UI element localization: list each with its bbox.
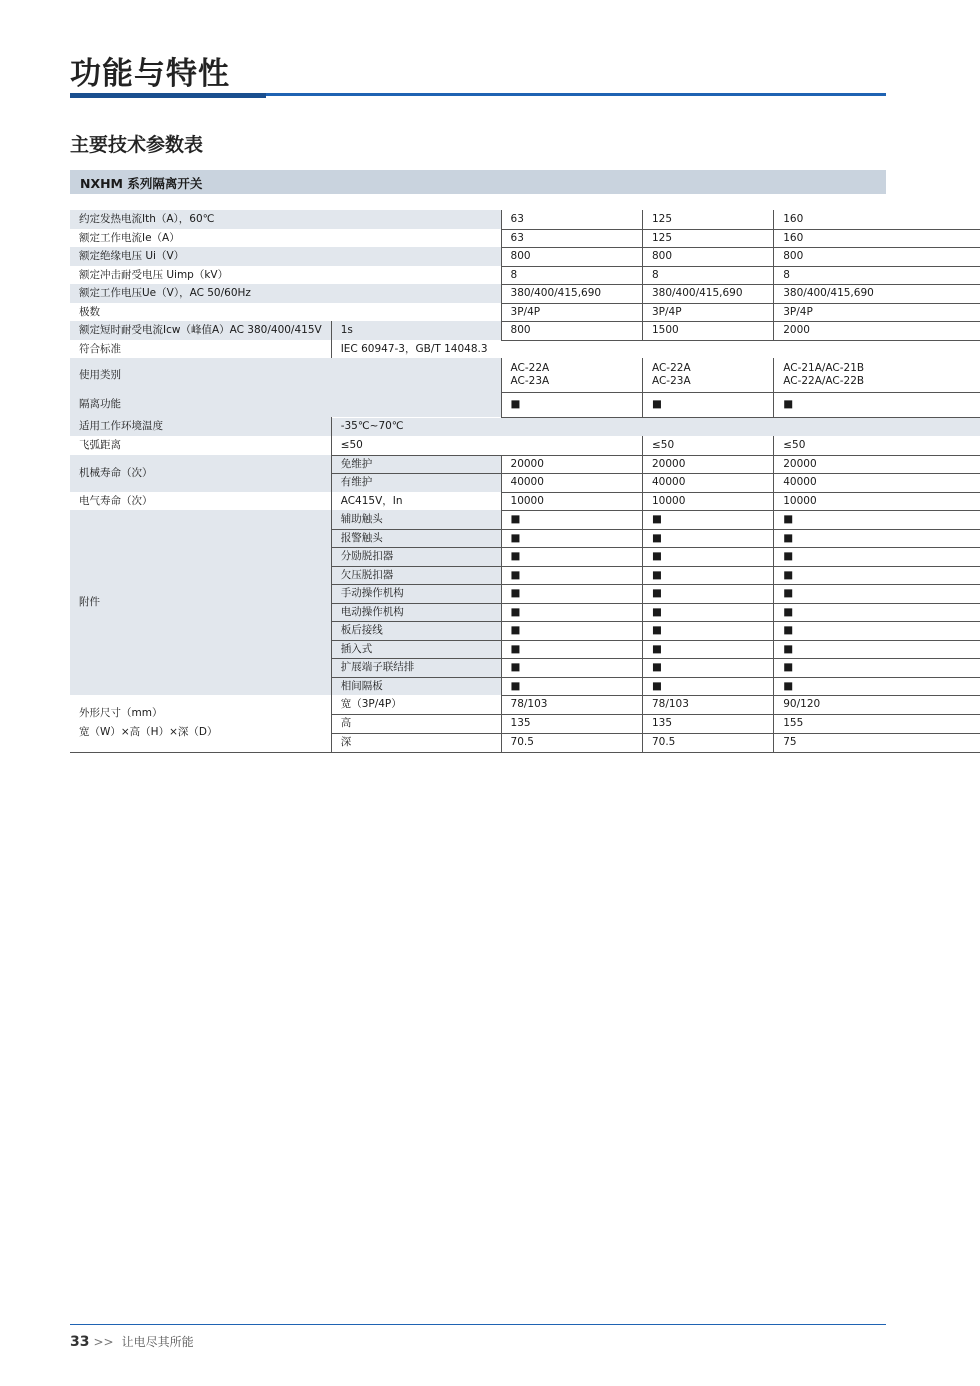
cell-value: 90/120 — [774, 695, 980, 714]
table-row — [70, 229, 980, 247]
cell-value: ≤50 — [642, 436, 773, 455]
cell-value: 8 — [642, 266, 773, 284]
table-row — [70, 392, 980, 417]
row-sublabel: 手动操作机构 — [331, 584, 501, 603]
cell-value: 800 — [501, 321, 642, 340]
table-row — [70, 417, 980, 436]
cell-value: 800 — [774, 247, 980, 266]
cell-mark: ■ — [642, 584, 773, 603]
cell-mark: ■ — [642, 621, 773, 640]
cell-value: 78/103 — [642, 695, 773, 714]
row-label: 飞弧距离 — [70, 436, 331, 455]
cell-mark: ■ — [642, 677, 773, 695]
cell-value: 8 — [501, 266, 642, 284]
row-sublabel: 电动操作机构 — [331, 603, 501, 621]
row-sublabel: 辅助触头 — [331, 510, 501, 529]
cell-value: 70.5 — [501, 733, 642, 752]
cell-mark: ■ — [501, 640, 642, 658]
cell-mark: ■ — [501, 566, 642, 584]
row-sublabel: 扩展端子联结排 — [331, 658, 501, 677]
cell-mark: ■ — [501, 658, 642, 677]
row-label: 电气寿命（次） — [70, 492, 331, 510]
cell-mark: ■ — [774, 584, 980, 603]
row-label: 约定发热电流Ith（A），60℃ — [70, 210, 501, 229]
row-sublabel: 报警触头 — [331, 529, 501, 547]
cell-value: 1500 — [642, 321, 773, 340]
cell-mark: ■ — [501, 547, 642, 566]
cell-mark: ■ — [774, 547, 980, 566]
table-row — [70, 358, 980, 392]
row-sublabel: 深 — [331, 733, 501, 752]
table-row — [70, 321, 980, 340]
table-row — [70, 303, 980, 321]
row-sublabel: 相间隔板 — [331, 677, 501, 695]
row-label: 适用工作环境温度 — [70, 417, 331, 436]
cell-value: 63 — [501, 229, 642, 247]
cell-mark: ■ — [774, 603, 980, 621]
cell-value: ≤50 — [774, 436, 980, 455]
cell-value-span: -35℃~70℃ — [331, 417, 980, 436]
row-sublabel: 免维护 — [331, 455, 501, 473]
cell-value: 10000 — [642, 492, 773, 510]
cell-mark: ■ — [774, 566, 980, 584]
cell-value: 160 — [774, 210, 980, 229]
cell-value: 2000 — [774, 321, 980, 340]
row-label: 额定短时耐受电流Icw（峰值A）AC 380/400/415V — [70, 321, 331, 340]
series-title: NXHM 系列隔离开关 — [80, 176, 203, 191]
table-row — [70, 247, 980, 266]
cell-mark: ■ — [774, 658, 980, 677]
table-row — [70, 695, 980, 714]
cell-mark: ■ — [642, 658, 773, 677]
row-label: 附件 — [70, 510, 331, 695]
row-label: 机械寿命（次） — [70, 455, 331, 492]
cell-mark: ■ — [774, 529, 980, 547]
table-row — [70, 455, 980, 473]
cell-value: ■ — [642, 392, 773, 417]
cell-value: 20000 — [642, 455, 773, 473]
cell-mark: ■ — [642, 510, 773, 529]
row-sublabel: 分励脱扣器 — [331, 547, 501, 566]
table-row — [70, 510, 980, 529]
cell-value: 20000 — [774, 455, 980, 473]
cell-value: 40000 — [774, 473, 980, 492]
cell-value: 20000 — [501, 455, 642, 473]
cell-value: 380/400/415,690 — [774, 284, 980, 303]
row-label: 隔离功能 — [70, 392, 501, 417]
table-row — [70, 492, 980, 510]
cell-mark: ■ — [501, 621, 642, 640]
footer-rule — [70, 1324, 886, 1325]
table-row — [70, 210, 980, 229]
cell-value: 135 — [501, 714, 642, 733]
cell-mark: ■ — [642, 603, 773, 621]
row-label: 额定绝缘电压 Ui（V） — [70, 247, 501, 266]
table-row — [70, 266, 980, 284]
cell-mark: ■ — [642, 640, 773, 658]
table-row — [70, 340, 980, 358]
cell-value: 380/400/415,690 — [501, 284, 642, 303]
title-rule-accent — [70, 93, 266, 98]
cell-value: 125 — [642, 229, 773, 247]
row-label: 极数 — [70, 303, 501, 321]
cell-mark: ■ — [642, 529, 773, 547]
cell-mark: ■ — [774, 677, 980, 695]
cell-value: 63 — [501, 210, 642, 229]
cell-value: ■ — [501, 392, 642, 417]
cell-value: 800 — [501, 247, 642, 266]
cell-value: 3P/4P — [501, 303, 642, 321]
cell-value: 135 — [642, 714, 773, 733]
cell-value: 3P/4P — [642, 303, 773, 321]
row-label: 符合标准 — [70, 340, 331, 358]
spec-table — [70, 210, 980, 753]
cell-value: AC-22A AC-23A — [642, 358, 773, 392]
row-label: 使用类别 — [70, 358, 501, 392]
row-sublabel: 有维护 — [331, 473, 501, 492]
series-header-bar — [70, 170, 886, 194]
section-title: 主要技术参数表 — [70, 134, 204, 156]
cell-value: 125 — [642, 210, 773, 229]
page-number: 33 — [70, 1334, 90, 1350]
row-label: 额定冲击耐受电压 Uimp（kV） — [70, 266, 501, 284]
cell-value: 70.5 — [642, 733, 773, 752]
footer — [70, 1333, 194, 1350]
cell-mark: ■ — [501, 603, 642, 621]
table-row — [70, 284, 980, 303]
row-sublabel: 高 — [331, 714, 501, 733]
table-row — [70, 436, 980, 455]
row-sublabel: 插入式 — [331, 640, 501, 658]
cell-value: 40000 — [501, 473, 642, 492]
cell-value: 800 — [642, 247, 773, 266]
cell-value: 8 — [774, 266, 980, 284]
cell-value: 40000 — [642, 473, 773, 492]
cell-mark: ■ — [774, 640, 980, 658]
cell-mark: ■ — [774, 510, 980, 529]
double-chevron-icon: >> — [93, 1335, 114, 1349]
row-label: 额定工作电压Ue（V），AC 50/60Hz — [70, 284, 501, 303]
footer-slogan: 让电尽其所能 — [121, 1335, 194, 1349]
cell-value: 160 — [774, 229, 980, 247]
cell-value: ■ — [774, 392, 980, 417]
page-title: 功能与特性 — [70, 56, 230, 92]
row-sublabel: 板后接线 — [331, 621, 501, 640]
cell-value: 10000 — [774, 492, 980, 510]
cell-value: 380/400/415,690 — [642, 284, 773, 303]
cell-mark: ■ — [774, 621, 980, 640]
cell-value: 155 — [774, 714, 980, 733]
cell-mark: ■ — [642, 547, 773, 566]
row-sublabel: 欠压脱扣器 — [331, 566, 501, 584]
cell-value: AC-21A/AC-21B AC-22A/AC-22B — [774, 358, 980, 392]
cell-value-span: IEC 60947-3，GB/T 14048.3 — [331, 340, 980, 358]
cell-mark: ■ — [501, 510, 642, 529]
cell-mark: ■ — [501, 529, 642, 547]
cell-value: 78/103 — [501, 695, 642, 714]
row-label: 额定工作电流Ie（A） — [70, 229, 501, 247]
cell-value: AC-22A AC-23A — [501, 358, 642, 392]
row-sublabel: 宽（3P/4P） — [331, 695, 501, 714]
row-sublabel: 1s — [331, 321, 501, 340]
cell-value: 3P/4P — [774, 303, 980, 321]
cell-value: 75 — [774, 733, 980, 752]
row-label: 外形尺寸（mm） 宽（W）×高（H）×深（D） — [70, 695, 331, 752]
cell-mark: ■ — [642, 566, 773, 584]
cell-value: ≤50 — [331, 436, 642, 455]
row-sublabel: AC415V，In — [331, 492, 501, 510]
cell-value: 10000 — [501, 492, 642, 510]
cell-mark: ■ — [501, 584, 642, 603]
cell-mark: ■ — [501, 677, 642, 695]
